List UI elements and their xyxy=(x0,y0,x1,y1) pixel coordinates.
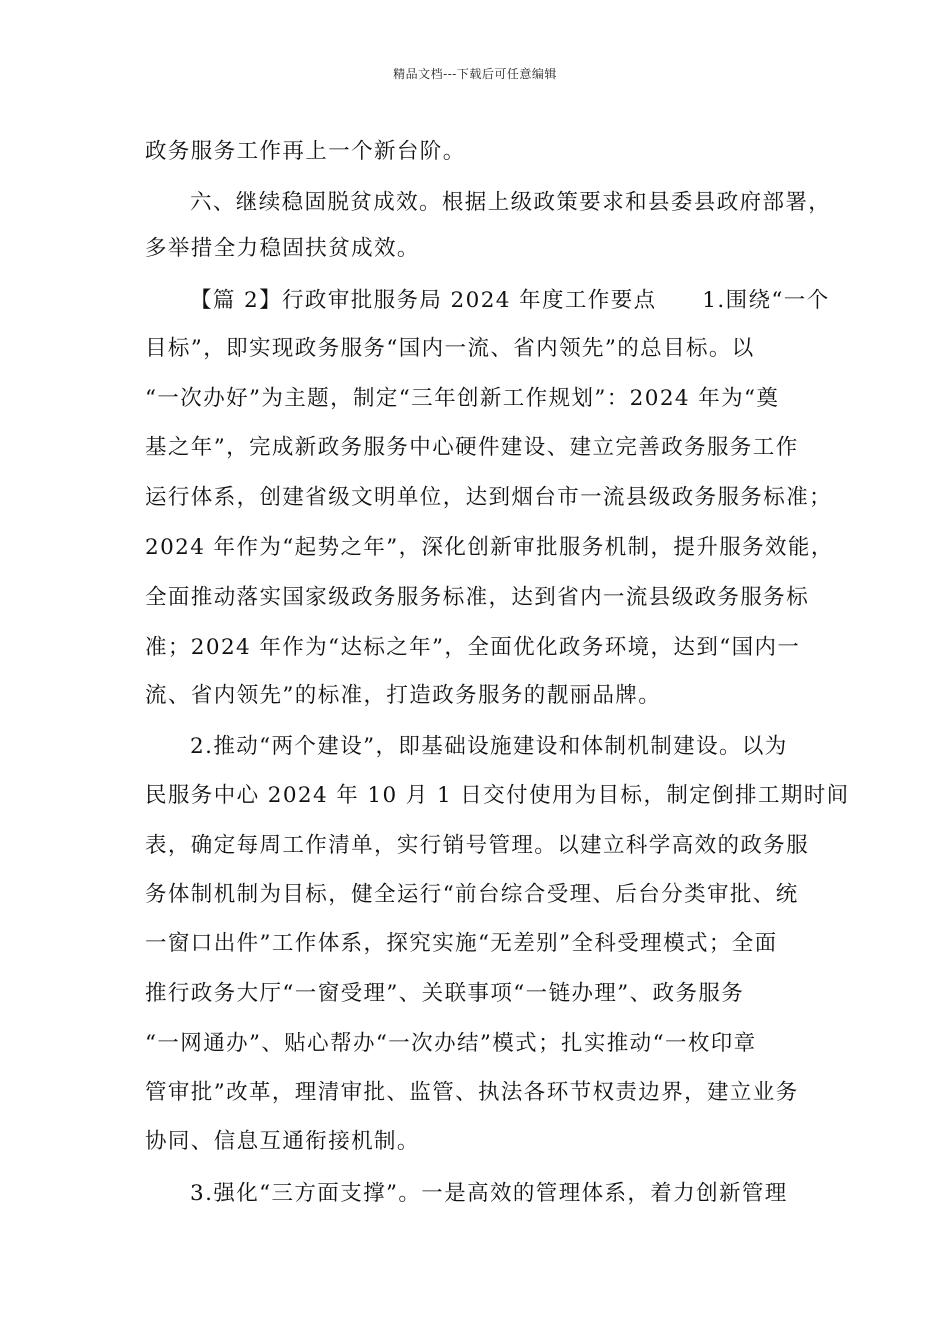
text-line: 表，确定每周工作清单，实行销号管理。以建立科学高效的政务服 xyxy=(145,833,810,858)
text-line: 管审批”改革，理清审批、监管、执法各环节权责边界，建立业务 xyxy=(145,1080,799,1105)
text-line: 全面推动落实国家级政务服务标准，达到省内一流县级政务服务标 xyxy=(145,585,810,610)
text-line: 一窗口出件”工作体系，探究实施“无差别”全科受理模式；全面 xyxy=(145,931,778,956)
text-line: 民服务中心 2024 年 10 月 1 日交付使用为目标，制定倒排工期时间 xyxy=(145,783,850,808)
text-line: “一网通办”、贴心帮办“一次办结”模式；扎实推动“一枚印章 xyxy=(145,1031,757,1056)
text-line: 【篇 2】行政审批服务局 2024 年度工作要点 1.围绕“一个 xyxy=(190,288,830,313)
text-line: 基之年”，完成新政务服务中心硬件建设、建立完善政务服务工作 xyxy=(145,435,799,460)
text-line: 政务服务工作再上一个新台阶。 xyxy=(145,139,466,164)
page-header: 精品文档---下载后可任意编辑 xyxy=(393,67,557,81)
text-line: “一次办好”为主题，制定“三年创新工作规划”：2024 年为“奠 xyxy=(145,386,780,411)
text-line: 2024 年作为“起势之年”，深化创新审批服务机制，提升服务效能， xyxy=(145,535,834,560)
text-line: 务体制机制为目标，健全运行“前台综合受理、后台分类审批、统 xyxy=(145,882,799,907)
text-line: 多举措全力稳固扶贫成效。 xyxy=(145,236,420,261)
text-line: 3.强化“三方面支撑”。一是高效的管理体系，着力创新管理 xyxy=(190,1181,788,1206)
text-line: 运行体系，创建省级文明单位，达到烟台市一流县级政务服务标准； xyxy=(145,485,833,510)
text-line: 2.推动“两个建设”，即基础设施建设和体制机制建设。以为 xyxy=(190,734,788,759)
text-line: 流、省内领先”的标准，打造政务服务的靓丽品牌。 xyxy=(145,683,662,708)
text-line: 推行政务大厅“一窗受理”、关联事项“一链办理”、政务服务 xyxy=(145,981,745,1006)
text-line: 协同、信息互通衔接机制。 xyxy=(145,1129,420,1154)
text-line: 六、继续稳固脱贫成效。根据上级政策要求和县委县政府部署， xyxy=(190,190,832,215)
text-line: 目标”，即实现政务服务“国内一流、省内领先”的总目标。以 xyxy=(145,336,755,361)
text-line: 准；2024 年作为“达标之年”，全面优化政务环境，达到“国内一 xyxy=(145,635,801,660)
